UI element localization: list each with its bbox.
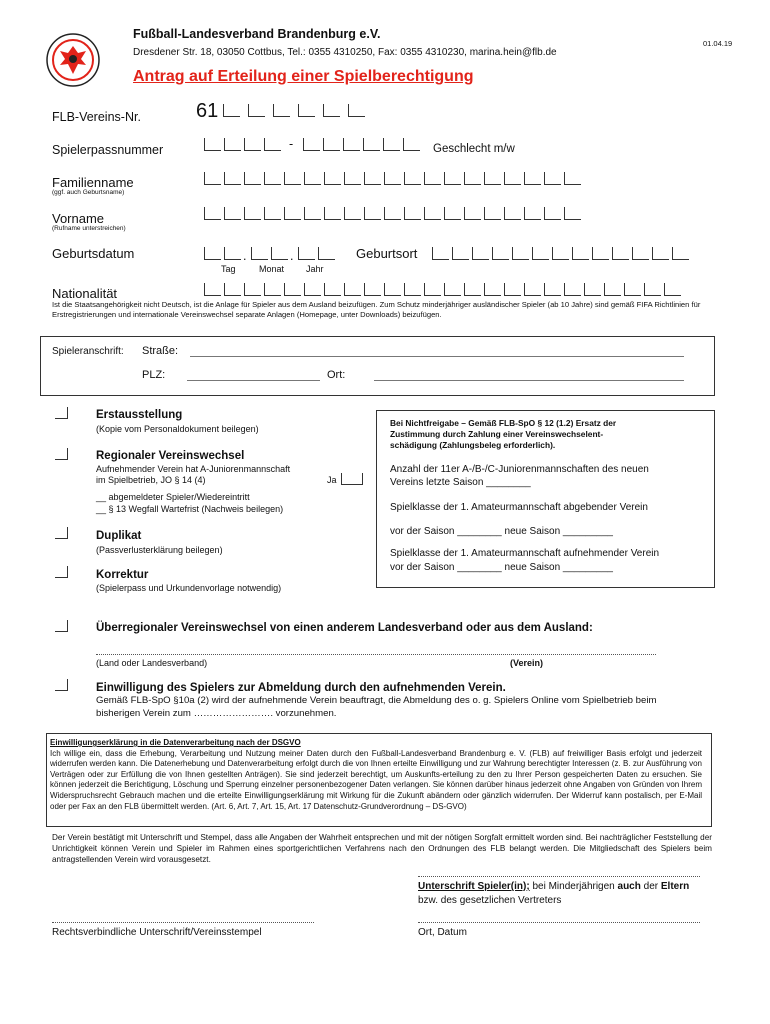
monat-label: Monat (259, 264, 285, 274)
duplikat-title: Duplikat (96, 530, 142, 542)
plz-label: PLZ: (142, 369, 166, 381)
geburtsdatum-year-input[interactable] (298, 247, 335, 260)
verein-label: (Verein) (510, 658, 544, 668)
land-label: (Land oder Landesverband) (96, 658, 208, 668)
passnummer-input-part2[interactable] (303, 138, 420, 151)
saison-aufnehmend-inputs[interactable]: vor der Saison ________ neue Saison _________ (390, 562, 613, 573)
ort-input[interactable] (374, 380, 684, 381)
geburtsort-input[interactable] (432, 247, 689, 260)
vereins-nr-prefix: 61 (196, 100, 219, 122)
spieler-signature-label-2: bzw. des gesetzlichen Vertreters (418, 895, 562, 906)
verein-signature-label: Rechtsverbindliche Unterschrift/Vereinsstempel (52, 927, 262, 938)
jahr-label: Jahr (306, 264, 324, 274)
einwilligung-text: Gemäß FLB-SpO §10a (2) wird der aufnehmende Verein beauftragt, die Abmeldung des o. g. Spielers Online vom Spielbetrieb beim bisherigen Verein zum ……………………. vorzunehmen. (96, 695, 657, 719)
nationalitaet-label: Nationalität (52, 286, 118, 301)
date-separator: . (243, 249, 247, 263)
plz-input[interactable] (187, 380, 320, 381)
ort-datum-line[interactable] (418, 922, 700, 923)
geburtsdatum-day-input[interactable] (204, 247, 241, 260)
korrektur-sub: (Spielerpass und Urkundenvorlage notwendig) (96, 583, 282, 593)
ueberregional-title: Überregionaler Vereinswechsel von einen anderem Landesverband oder aus dem Ausland: (96, 622, 593, 634)
erstausstellung-checkbox[interactable] (55, 407, 68, 419)
regional-option-abgemeldet[interactable]: __ abgemeldeter Spieler/Wiedereintritt (96, 492, 250, 502)
duplikat-sub: (Passverlusterklärung beilegen) (96, 545, 223, 555)
confirmation-text: Der Verein bestätigt mit Unterschrift und Stempel, dass alle Angaben der Wahrheit entsprechen und mit der nötigen Sorgfalt ermittelt worden sind. Bei nachträglicher Feststellung der Unrichtigkeit können Verein und Spieler im Rahmen eines sportgerichtlichen Verfahrens nach den Ordnungen des FLB belangt werden. Die Mitgliedschaft des Spielers beim antragstellenden Verein wird vorausgesetzt. (52, 833, 712, 864)
regional-title: Regionaler Vereinswechsel (96, 450, 245, 462)
familienname-hint: (ggf. auch Geburtsname) (52, 189, 125, 196)
geburtsdatum-label: Geburtsdatum (52, 246, 135, 261)
spielklasse-aufnehmend-label: Spielklasse der 1. Amateurmannschaft aufnehmender Verein (390, 548, 660, 559)
vorname-input[interactable] (204, 207, 581, 220)
spielklasse-abgebend-label: Spielklasse der 1. Amateurmannschaft abgebender Verein (390, 502, 648, 513)
strasse-label: Straße: (142, 345, 179, 357)
ueberregional-checkbox[interactable] (55, 620, 68, 632)
regional-ja-checkbox[interactable] (341, 473, 363, 485)
korrektur-title: Korrektur (96, 569, 149, 581)
regional-sub1: Aufnehmender Verein hat A-Juniorenmannschaft (96, 464, 291, 474)
passnummer-input-part1[interactable] (204, 138, 281, 151)
dsgvo-heading: Einwilligungserklärung in die Datenverarbeitung nach der DSGVO (50, 738, 301, 747)
familienname-input[interactable] (204, 172, 581, 185)
tag-label: Tag (221, 264, 236, 274)
strasse-input[interactable] (190, 356, 684, 357)
erstausstellung-sub: (Kopie vom Personaldokument beilegen) (96, 424, 259, 434)
spieler-signature-label: Unterschrift Spieler(in); bei Minderjährigen auch der Eltern (418, 881, 690, 892)
einwilligung-checkbox[interactable] (55, 679, 68, 691)
vorname-label: Vorname (52, 211, 105, 226)
ort-label: Ort: (327, 369, 346, 381)
nichtfreigabe-heading: Bei Nichtfreigabe – Gemäß FLB-SpO § 12 (1.2) Ersatz der Zustimmung durch Zahlung einer Vereinswechselent- schädigung (Zahlungsbeleg erforderlich). (390, 418, 617, 450)
vereins-nr-label: FLB-Vereins-Nr. (52, 110, 141, 124)
verein-signature-line[interactable] (52, 922, 314, 923)
date-separator: . (290, 249, 294, 263)
nationalitaet-input[interactable] (204, 283, 681, 296)
erstausstellung-title: Erstausstellung (96, 409, 183, 421)
organisation-name: Fußball-Landesverband Brandenburg e.V. (133, 27, 381, 41)
dsgvo-consent (50, 738, 702, 812)
nationalitaet-note: Ist die Staatsangehörigkeit nicht Deutsch, ist die Anlage für Spieler aus dem Ausland beizufügen. Zum Schutz minderjähriger ausländischer Spieler (ab 10 Jahre) sind gemäß FIFA Richtlinien für Erstregistrierungen und internationale Vereinswechsel separate Anlagen (Homepage, unter Downloads) beizufügen. (52, 300, 701, 319)
organisation-address: Dresdener Str. 18, 03050 Cottbus, Tel.: 0355 4310250, Fax: 0355 4310230, marina.hein@flb.de (133, 47, 557, 58)
regional-sub2: im Spielbetrieb, JO § 14 (4) (96, 475, 206, 485)
anschrift-label: Spieleranschrift: (52, 346, 124, 357)
flb-eagle-logo-icon (46, 33, 100, 87)
duplikat-checkbox[interactable] (55, 527, 68, 539)
familienname-label: Familienname (52, 175, 134, 190)
dsgvo-text: Ich willige ein, dass die Erhebung, Verarbeitung und Nutzung meiner Daten durch den Fußball-Landesverband Brandenburg e. V. (FLB) auf freiwilliger Basis erfolgt und jederzeit widerrufen werden kann. Die Datenerhebung und Datenverarbeitung erfolgt durch die von Ihnen erteilte Einwilligung und zur Wahrung berechtigter Interessen (z. B. zur Ausführung von Verträgen oder zur Erfüllung die von Ihnen gestellten Anträgen). Sie sind jederzeit berechtigt, um Auskunfts-erteilung zu den zu Ihrer Person gespeicherten Daten zu ersuchen. Sie können jederzeit die Berichtigung, Löschung und Sperrung einzelner personenbezogener Daten verlangen. Sie können darüber hinaus jederzeit ohne Angaben von Gründen von Ihrem Widerspruchsrecht Gebrauch machen und die erteilte Einwilligungserklärung mit Wirkung für die Zukunft abändern oder gänzlich widerrufen. Der Widerruf kann postalisch, per E-Mail oder per Fax an den FLB übermittelt werden. (Art. 6, Art. 7, Art. 15, Art. 17 Datenschutz-Grundverordnung – DS-GVO) (50, 748, 702, 811)
geburtsdatum-month-input[interactable] (251, 247, 288, 260)
regional-option-wartefrist[interactable]: __ § 13 Wegfall Wartefrist (Nachweis beilegen) (96, 504, 284, 514)
geschlecht-label: Geschlecht m/w (433, 143, 515, 155)
form-title: Antrag auf Erteilung einer Spielberechtigung (133, 68, 474, 85)
vorname-hint: (Rufname unterstreichen) (52, 225, 126, 232)
einwilligung-title: Einwilligung des Spielers zur Abmeldung durch den aufnehmenden Verein. (96, 682, 506, 694)
ueberregional-input-line[interactable] (96, 654, 656, 655)
korrektur-checkbox[interactable] (55, 566, 68, 578)
anzahl-juniorenmannschaften[interactable]: Anzahl der 11er A-/B-/C-Juniorenmannschaften des neuen Vereins letzte Saison ________ (390, 464, 649, 488)
geburtsort-label: Geburtsort (356, 246, 418, 261)
regional-ja-label: Ja (327, 475, 337, 485)
vereins-nr-input[interactable] (223, 104, 365, 117)
regional-checkbox[interactable] (55, 448, 68, 460)
saison-abgebend-inputs[interactable]: vor der Saison ________ neue Saison _________ (390, 526, 613, 537)
passnummer-separator: - (289, 137, 294, 151)
passnummer-label: Spielerpassnummer (52, 143, 164, 157)
spieler-signature-line[interactable] (418, 876, 700, 877)
form-date: 01.04.19 (703, 39, 733, 48)
ort-datum-label: Ort, Datum (418, 927, 467, 938)
